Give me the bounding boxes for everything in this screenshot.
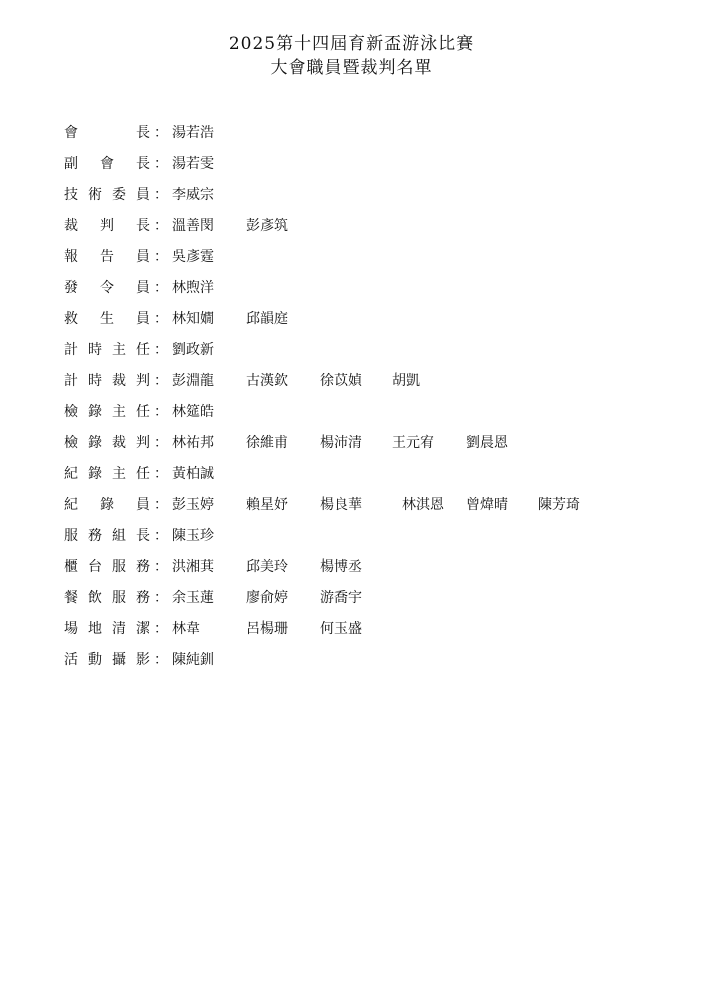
person-name: 洪湘萁 [172, 559, 214, 575]
person-name: 廖俞婷 [246, 590, 288, 606]
colon-separator: ： [154, 621, 168, 637]
person-name: 呂楊珊 [246, 621, 288, 637]
role-character: 任 [136, 466, 150, 482]
colon-separator: ： [154, 342, 168, 358]
role-character: 判 [136, 373, 150, 389]
role-character: 主 [112, 404, 126, 420]
role-character: 任 [136, 404, 150, 420]
role-character: 錄 [88, 435, 102, 451]
role-character: 告 [100, 249, 114, 265]
person-name: 余玉蓮 [172, 590, 214, 606]
person-name: 林筵皓 [172, 404, 214, 420]
person-name: 徐苡媜 [320, 373, 362, 389]
role-character: 長 [136, 125, 150, 141]
colon-separator: ： [154, 435, 168, 451]
role-label [64, 153, 150, 173]
role-character: 場 [64, 621, 78, 637]
role-label [64, 463, 150, 483]
person-name: 林知嫺 [172, 311, 214, 327]
role-character: 判 [136, 435, 150, 451]
role-character: 委 [112, 187, 126, 203]
person-name: 溫善閔 [172, 218, 214, 234]
colon-separator: ： [154, 652, 168, 668]
role-label [64, 339, 150, 359]
person-name: 彭淵龍 [172, 373, 214, 389]
role-character: 台 [88, 559, 102, 575]
role-label [64, 122, 150, 142]
role-character: 地 [88, 621, 102, 637]
role-label [64, 277, 150, 297]
role-character: 長 [136, 528, 150, 544]
role-character: 救 [64, 311, 78, 327]
role-character: 務 [88, 528, 102, 544]
role-character: 潔 [136, 621, 150, 637]
role-character: 影 [136, 652, 150, 668]
colon-separator: ： [154, 311, 168, 327]
role-character: 活 [64, 652, 78, 668]
colon-separator: ： [154, 404, 168, 420]
person-name: 林韋 [172, 621, 200, 637]
role-character: 清 [112, 621, 126, 637]
person-name: 陳玉珍 [172, 528, 214, 544]
person-name: 王元宥 [392, 435, 434, 451]
person-name: 彭彥筑 [246, 218, 288, 234]
role-label [64, 432, 150, 452]
role-character: 紀 [64, 466, 78, 482]
person-name: 林煦洋 [172, 280, 214, 296]
role-character: 長 [136, 156, 150, 172]
colon-separator: ： [154, 187, 168, 203]
role-character: 櫃 [64, 559, 78, 575]
role-character: 攝 [112, 652, 126, 668]
colon-separator: ： [154, 466, 168, 482]
person-name: 邱韻庭 [246, 311, 288, 327]
person-name: 劉晨恩 [466, 435, 508, 451]
role-label [64, 649, 150, 669]
person-name: 林祐邦 [172, 435, 214, 451]
role-character: 時 [88, 342, 102, 358]
person-name: 黃柏誠 [172, 466, 214, 482]
role-character: 計 [64, 342, 78, 358]
role-character: 裁 [64, 218, 78, 234]
role-character: 組 [112, 528, 126, 544]
role-label [64, 370, 150, 390]
person-name: 林淇恩 [402, 497, 444, 513]
role-label [64, 587, 150, 607]
person-name: 徐維甫 [246, 435, 288, 451]
role-character: 令 [100, 280, 114, 296]
role-character: 主 [112, 342, 126, 358]
role-character: 錄 [88, 404, 102, 420]
role-character: 會 [64, 125, 78, 141]
role-character: 服 [64, 528, 78, 544]
role-character: 服 [112, 590, 126, 606]
colon-separator: ： [154, 497, 168, 513]
role-character: 副 [64, 156, 78, 172]
role-label [64, 401, 150, 421]
colon-separator: ： [154, 249, 168, 265]
colon-separator: ： [154, 280, 168, 296]
role-character: 術 [88, 187, 102, 203]
person-name: 楊沛清 [320, 435, 362, 451]
colon-separator: ： [154, 559, 168, 575]
role-label [64, 184, 150, 204]
person-name: 曾煒晴 [466, 497, 508, 513]
role-label [64, 246, 150, 266]
person-name: 游喬宇 [320, 590, 362, 606]
role-character: 錄 [88, 466, 102, 482]
role-character: 飲 [88, 590, 102, 606]
role-label [64, 215, 150, 235]
colon-separator: ： [154, 156, 168, 172]
person-name: 李威宗 [172, 187, 214, 203]
document-title: 2025第十四屆育新盃游泳比賽 [228, 34, 475, 54]
person-name: 吳彥霆 [172, 249, 214, 265]
role-character: 檢 [64, 404, 78, 420]
role-label [64, 618, 150, 638]
role-character: 計 [64, 373, 78, 389]
role-label [64, 525, 150, 545]
role-character: 生 [100, 311, 114, 327]
role-label [64, 308, 150, 328]
role-character: 員 [136, 311, 150, 327]
person-name: 湯若雯 [172, 156, 214, 172]
role-character: 時 [88, 373, 102, 389]
role-character: 錄 [100, 497, 114, 513]
role-character: 檢 [64, 435, 78, 451]
role-character: 餐 [64, 590, 78, 606]
role-character: 紀 [64, 497, 78, 513]
role-label [64, 556, 150, 576]
role-character: 報 [64, 249, 78, 265]
role-character: 員 [136, 249, 150, 265]
role-character: 發 [64, 280, 78, 296]
role-character: 任 [136, 342, 150, 358]
role-label [64, 494, 150, 514]
role-character: 長 [136, 218, 150, 234]
role-character: 判 [100, 218, 114, 234]
colon-separator: ： [154, 590, 168, 606]
person-name: 劉政新 [172, 342, 214, 358]
colon-separator: ： [154, 373, 168, 389]
role-character: 主 [112, 466, 126, 482]
colon-separator: ： [154, 528, 168, 544]
person-name: 古漢欽 [246, 373, 288, 389]
person-name: 彭玉婷 [172, 497, 214, 513]
person-name: 賴星妤 [246, 497, 288, 513]
person-name: 陳純釧 [172, 652, 214, 668]
colon-separator: ： [154, 125, 168, 141]
person-name: 湯若浩 [172, 125, 214, 141]
role-character: 會 [100, 156, 114, 172]
person-name: 楊良華 [320, 497, 362, 513]
person-name: 何玉盛 [320, 621, 362, 637]
role-character: 裁 [112, 435, 126, 451]
role-character: 服 [112, 559, 126, 575]
person-name: 楊博丞 [320, 559, 362, 575]
role-character: 動 [88, 652, 102, 668]
role-character: 技 [64, 187, 78, 203]
role-character: 員 [136, 187, 150, 203]
person-name: 胡凱 [392, 373, 420, 389]
person-name: 陳芳琦 [538, 497, 580, 513]
person-name: 邱美玲 [246, 559, 288, 575]
role-character: 員 [136, 280, 150, 296]
role-character: 員 [136, 497, 150, 513]
role-character: 裁 [112, 373, 126, 389]
document-subtitle: 大會職員暨裁判名單 [270, 58, 433, 78]
role-character: 務 [136, 559, 150, 575]
role-character: 務 [136, 590, 150, 606]
colon-separator: ： [154, 218, 168, 234]
